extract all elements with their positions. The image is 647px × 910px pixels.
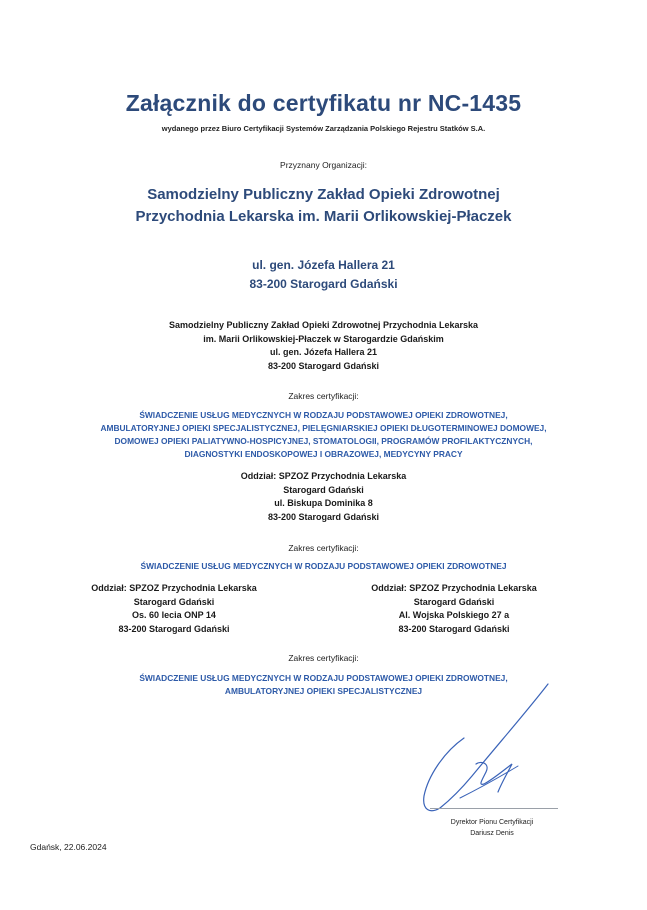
director-signature bbox=[400, 680, 570, 820]
branch3-line3: Al. Wojska Polskiego 27 a bbox=[398, 610, 510, 620]
branch1-block bbox=[0, 470, 647, 524]
branch3-line2: Starogard Gdański bbox=[413, 596, 495, 607]
scope3-line: ŚWIADCZENIE USŁUG MEDYCZNYCH W RODZAJU PODSTAWOWEJ OPIEKI ZDROWOTNEJ, bbox=[139, 673, 508, 683]
organization-address-line2: 83-200 Starogard Gdański bbox=[249, 277, 398, 291]
scope1-label: Zakres certyfikacji: bbox=[288, 391, 359, 401]
main-unit-line3: ul. gen. Józefa Hallera 21 bbox=[269, 347, 378, 357]
place-date: Gdańsk, 22.06.2024 bbox=[30, 842, 107, 852]
scope2-text: ŚWIADCZENIE USŁUG MEDYCZNYCH W RODZAJU PODSTAWOWEJ OPIEKI ZDROWOTNEJ bbox=[140, 561, 507, 571]
branch2-line2: Starogard Gdański bbox=[133, 596, 215, 607]
organization-name-line1: Samodzielny Publiczny Zakład Opieki Zdrowotnej bbox=[147, 186, 500, 203]
organization-name bbox=[0, 184, 647, 228]
scope1-line: DOMOWEJ OPIEKI PALIATYWNO-HOSPICYJNEJ, STOMATOLOGII, PROGRAMÓW PROFILAKTYCZNYCH, bbox=[114, 436, 533, 446]
branch2-line4: 83-200 Starogard Gdański bbox=[118, 623, 230, 634]
organization-name-line2: Przychodnia Lekarska im. Marii Orlikowskiej-Płaczek bbox=[135, 208, 512, 225]
scope3-line: AMBULATORYJNEJ OPIEKI SPECJALISTYCZNEJ bbox=[224, 686, 423, 696]
signer-title: Dyrektor Pionu Certyfikacji bbox=[450, 819, 534, 826]
scope1-line: ŚWIADCZENIE USŁUG MEDYCZNYCH W RODZAJU PODSTAWOWEJ OPIEKI ZDROWOTNEJ, bbox=[139, 410, 508, 420]
document-title: Załącznik do certyfikatu nr NC-1435 bbox=[125, 90, 522, 116]
document-subtitle: wydanego przez Biuro Certyfikacji Systemów Zarządzania Polskiego Rejestru Statków S.A. bbox=[161, 124, 486, 133]
scope1-text bbox=[0, 409, 647, 461]
scope3-label: Zakres certyfikacji: bbox=[288, 653, 359, 663]
branch3-block bbox=[324, 582, 584, 636]
main-unit-block bbox=[0, 319, 647, 373]
signature-line bbox=[430, 808, 558, 809]
branch1-line4: 83-200 Starogard Gdański bbox=[267, 511, 380, 522]
branch2-line1: Oddział: SPZOZ Przychodnia Lekarska bbox=[91, 583, 257, 593]
branch3-line1: Oddział: SPZOZ Przychodnia Lekarska bbox=[371, 583, 537, 593]
branch3-line4: 83-200 Starogard Gdański bbox=[398, 623, 510, 634]
branch1-line1: Oddział: SPZOZ Przychodnia Lekarska bbox=[240, 471, 407, 481]
branch1-line2: Starogard Gdański bbox=[283, 484, 364, 495]
granted-label: Przyznany Organizacji: bbox=[280, 160, 367, 170]
main-unit-line2: im. Marii Orlikowskiej-Płaczek w Starogardzie Gdańskim bbox=[203, 333, 444, 344]
branch1-line3: ul. Biskupa Dominika 8 bbox=[274, 498, 373, 508]
organization-address bbox=[0, 256, 647, 294]
signer-name: Dariusz Denis bbox=[470, 830, 514, 837]
main-unit-line1: Samodzielny Publiczny Zakład Opieki Zdrowotnej Przychodnia Lekarska bbox=[168, 320, 479, 330]
branch2-block bbox=[44, 582, 304, 636]
scope2-label: Zakres certyfikacji: bbox=[288, 543, 359, 553]
organization-address-line1: ul. gen. Józefa Hallera 21 bbox=[252, 258, 395, 272]
main-unit-line4: 83-200 Starogard Gdański bbox=[267, 360, 380, 371]
scope1-line: DIAGNOSTYKI ENDOSKOPOWEJ I OBRAZOWEJ, MEDYCYNY PRACY bbox=[184, 449, 463, 459]
signer-block bbox=[412, 817, 572, 839]
branch2-line3: Os. 60 lecia ONP 14 bbox=[132, 610, 216, 620]
scope1-line: AMBULATORYJNEJ OPIEKI SPECJALISTYCZNEJ, PIELĘGNIARSKIEJ OPIEKI DŁUGOTERMINOWEJ DOMOWEJ, bbox=[100, 423, 547, 433]
